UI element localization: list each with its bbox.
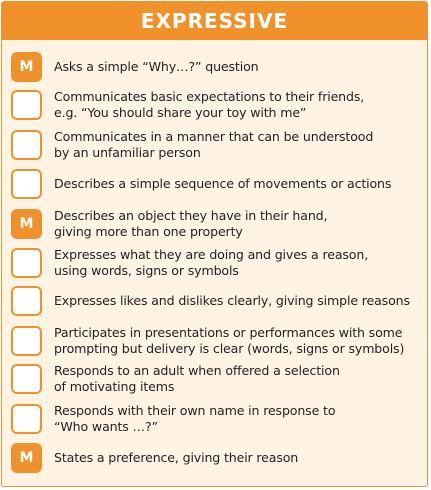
- checkbox-empty[interactable]: [11, 90, 42, 120]
- checkbox-empty[interactable]: [11, 404, 42, 434]
- item-text-line: Responds to an adult when offered a selection: [54, 363, 340, 378]
- checklist-item: [2, 283, 427, 319]
- checkbox-empty[interactable]: [11, 326, 42, 356]
- item-text: [54, 247, 419, 279]
- item-text: [54, 403, 419, 435]
- checkbox-empty[interactable]: [11, 286, 42, 316]
- item-text-line: Responds with their own name in response to: [54, 403, 336, 418]
- item-text-line: giving more than one property: [54, 224, 243, 239]
- checklist-item: [2, 127, 427, 163]
- item-text-line: prompting but delivery is clear (words, signs or symbols): [54, 341, 405, 356]
- item-text: [54, 176, 419, 192]
- checkbox-empty[interactable]: [11, 130, 42, 160]
- checkbox-empty[interactable]: [11, 169, 42, 199]
- item-text-line: “Who wants …?”: [54, 419, 158, 434]
- mark-letter: M: [19, 450, 34, 466]
- item-text: [54, 293, 419, 309]
- checklist-item: [2, 166, 427, 202]
- item-text-line: Describes a simple sequence of movements or actions: [54, 176, 392, 191]
- panel-title: EXPRESSIVE: [140, 9, 289, 33]
- checkbox-marked[interactable]: [11, 443, 42, 473]
- checkbox-marked[interactable]: [11, 209, 42, 239]
- item-text-line: using words, signs or symbols: [54, 263, 239, 278]
- mark-letter: M: [19, 59, 34, 75]
- checklist-item: [2, 87, 427, 123]
- panel-header: [2, 2, 427, 40]
- expressive-checklist-panel: [1, 1, 428, 487]
- checklist-item: [2, 323, 427, 359]
- item-text: [54, 89, 419, 121]
- item-text: [54, 129, 419, 161]
- item-text: [54, 450, 419, 466]
- item-text-line: by an unfamiliar person: [54, 145, 201, 160]
- item-text: [54, 363, 419, 395]
- item-text-line: of motivating items: [54, 379, 175, 394]
- checklist-item: [2, 440, 427, 476]
- checklist-item: [2, 245, 427, 281]
- item-text-line: Expresses likes and dislikes clearly, giving simple reasons: [54, 293, 410, 308]
- item-text: [54, 59, 419, 75]
- item-text: [54, 208, 419, 240]
- checklist-item: [2, 206, 427, 242]
- checklist-item: [2, 361, 427, 397]
- item-text-line: Communicates in a manner that can be understood: [54, 129, 374, 144]
- checkbox-empty[interactable]: [11, 364, 42, 394]
- item-text-line: Participates in presentations or performances with some: [54, 325, 403, 340]
- item-text-line: Asks a simple “Why…?” question: [54, 59, 259, 74]
- item-text: [54, 325, 419, 357]
- checklist-item: [2, 401, 427, 437]
- item-text-line: Communicates basic expectations to their friends,: [54, 89, 365, 104]
- checklist-item: [2, 49, 427, 85]
- item-text-line: States a preference, giving their reason: [54, 450, 299, 465]
- item-text-line: Expresses what they are doing and gives a reason,: [54, 247, 369, 262]
- checkbox-marked[interactable]: [11, 52, 42, 82]
- checkbox-empty[interactable]: [11, 248, 42, 278]
- item-text-line: Describes an object they have in their hand,: [54, 208, 328, 223]
- item-text-line: e.g. “You should share your toy with me”: [54, 105, 307, 120]
- mark-letter: M: [19, 216, 34, 232]
